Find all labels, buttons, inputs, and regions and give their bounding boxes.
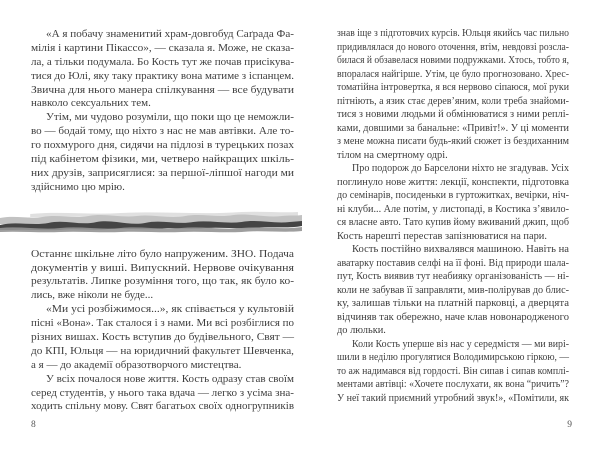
text-line: тілом на смертному одрі. [337,149,448,161]
text-line: У неї такий приємний утробний звук!», «Помітили, як [337,392,569,404]
text-line: здійснимо цю мрію. [31,180,125,193]
text-line: пут, Кость виявив тут неабияку організованість — ні- [337,271,569,282]
text-line: під кабінетом фізики, ми, четверо найкращих шкіль- [31,153,294,166]
text-line: ками, довшими за банальне: «Привіт!». У ці моменти [337,122,569,134]
text-line: Звична для нього манера спілкування — все будувати [31,83,294,96]
text-line: до семінарів, посиденьки в гуртожитках, вечірки, ніч- [337,190,569,201]
right-page [300,0,600,456]
text-line: Кость постійно вихвалявся машиною. Навіть на [352,244,569,255]
text-line: пісні «Вона». Так сталося і з нами. Ми всі розбіглися по [31,317,294,330]
text-line: мілія і картини Пікассо», — сказала я. Може, не сказа- [31,41,294,54]
text-line: з мене можна писати будь-який сюжет із бездиханним [337,136,569,147]
text-line: лись, вже ніколи не буде... [31,289,154,302]
text-line: го похмурого дня, сидячи на підлозі в турецьких позах [31,139,294,152]
text-line: а я — до академії образотворчого мистецтва. [31,358,242,371]
text-line: поглинуло нове життя: лекції, конспекти, підготовка [337,176,569,188]
text-line: ла, а тільки подумала. Бо Кость тут же почав присікува- [31,55,294,68]
text-line: впоралася найгірше. Утім, це було прогнозовано. Хрес- [337,68,569,80]
text-line: Кость нарешті перестав запізнюватися на пари. [337,230,547,242]
text-line: пітніють, а язик стає дерев’яним, коли треба знайоми- [337,95,569,107]
text-line: тися з новими людьми й обмінюватися з ними реплі- [337,109,569,120]
text-line: шили в неділю прогулятися Володимирською гіркою, — [337,352,569,363]
text-line: знав іще з підготовчих курсів. Юльця якийсь час пильно [337,28,569,39]
text-line: навколо сексуальних тем. [31,97,151,110]
left-page-text-block-2 [31,248,294,415]
left-page-number: 8 [31,420,36,430]
text-line: до люльки. [337,325,386,336]
text-line: Утім, ми чудово розуміли, що поки що це неможли- [46,111,294,124]
text-line: ся власне авто. Тато купив йому вживаний джип, щоб [337,217,569,228]
text-line: тися до Юлі, яку таку практику вона матиме з іспанцем. [31,69,294,82]
text-line: них друзів, заприсяглися: за першої-ліпшої нагоди ми [31,166,294,179]
text-line: придивлялася до нового оточення, втім, невдовзі розсла- [337,41,569,53]
text-line: до КПІ, Юльця — на юридичний факультет Шевченка, [31,344,294,357]
text-line: серед студентів, у нього така вдача — легко з усіма зна- [31,386,294,399]
text-line: Про подорож до Барселони ніхто не згадував. Усіх [352,163,569,174]
text-line: во — бодай тому, що ніхто з нас не мав автівки. Але то- [31,125,294,138]
text-line: У всіх почалося нове життя. Кость одразу став своїм [46,372,294,385]
text-line: різних вишах. Кость вступив до будівельного, Свят — [31,331,294,344]
text-line: коли не забував її заправляти, мив-полірував до блис- [337,284,569,296]
text-line: ментами автівці: «Хочете послухати, як вона “ричить”? [337,379,569,390]
wave-icon [0,206,302,234]
text-line: билася й обзавелася новими подружками. Хтось, тобто я, [337,55,569,66]
right-page-text-block [337,27,569,405]
right-page-number: 9 [567,420,572,430]
text-line: результатів. Липке розуміння того, що так, як було ко- [31,275,294,288]
text-line: «Ми усі розбіжимося...», як співається у культовій [46,303,294,316]
text-line: аватарку поставив селфі на її фоні. Від природи шала- [337,257,569,269]
text-line: Останнє шкільне літо було напруженим. ЗНО. Подача [31,247,294,260]
text-line: Коли Кость уперше віз нас у середмістя — ми вирі- [352,338,569,350]
watercolor-wave-divider-illustration [0,206,302,234]
text-line: документів у виші. Випускний. Нервове очікування [31,261,294,274]
text-line: то аж надимався від гордості. Він сипав і сипав комплі- [337,365,569,377]
text-line: ку, залишав тільки на платній парковці, а дверцята [337,298,569,309]
text-line: томатійна інтровертка, я вся нервово сіпаюся, мої руки [337,82,569,93]
left-page-text-block-1 [31,28,294,195]
text-line: «А я побачу знаменитий храм-довгобуд Саґрада Фа- [46,28,294,40]
text-line: ні клуби... Але потім, у листопаді, в Костика з’явило- [337,203,569,215]
text-line: ходить спільну мову. Свят багатьох своїх одногрупників [31,400,294,413]
text-line: відчиняв так обережно, наче клав новонародженого [337,311,569,323]
